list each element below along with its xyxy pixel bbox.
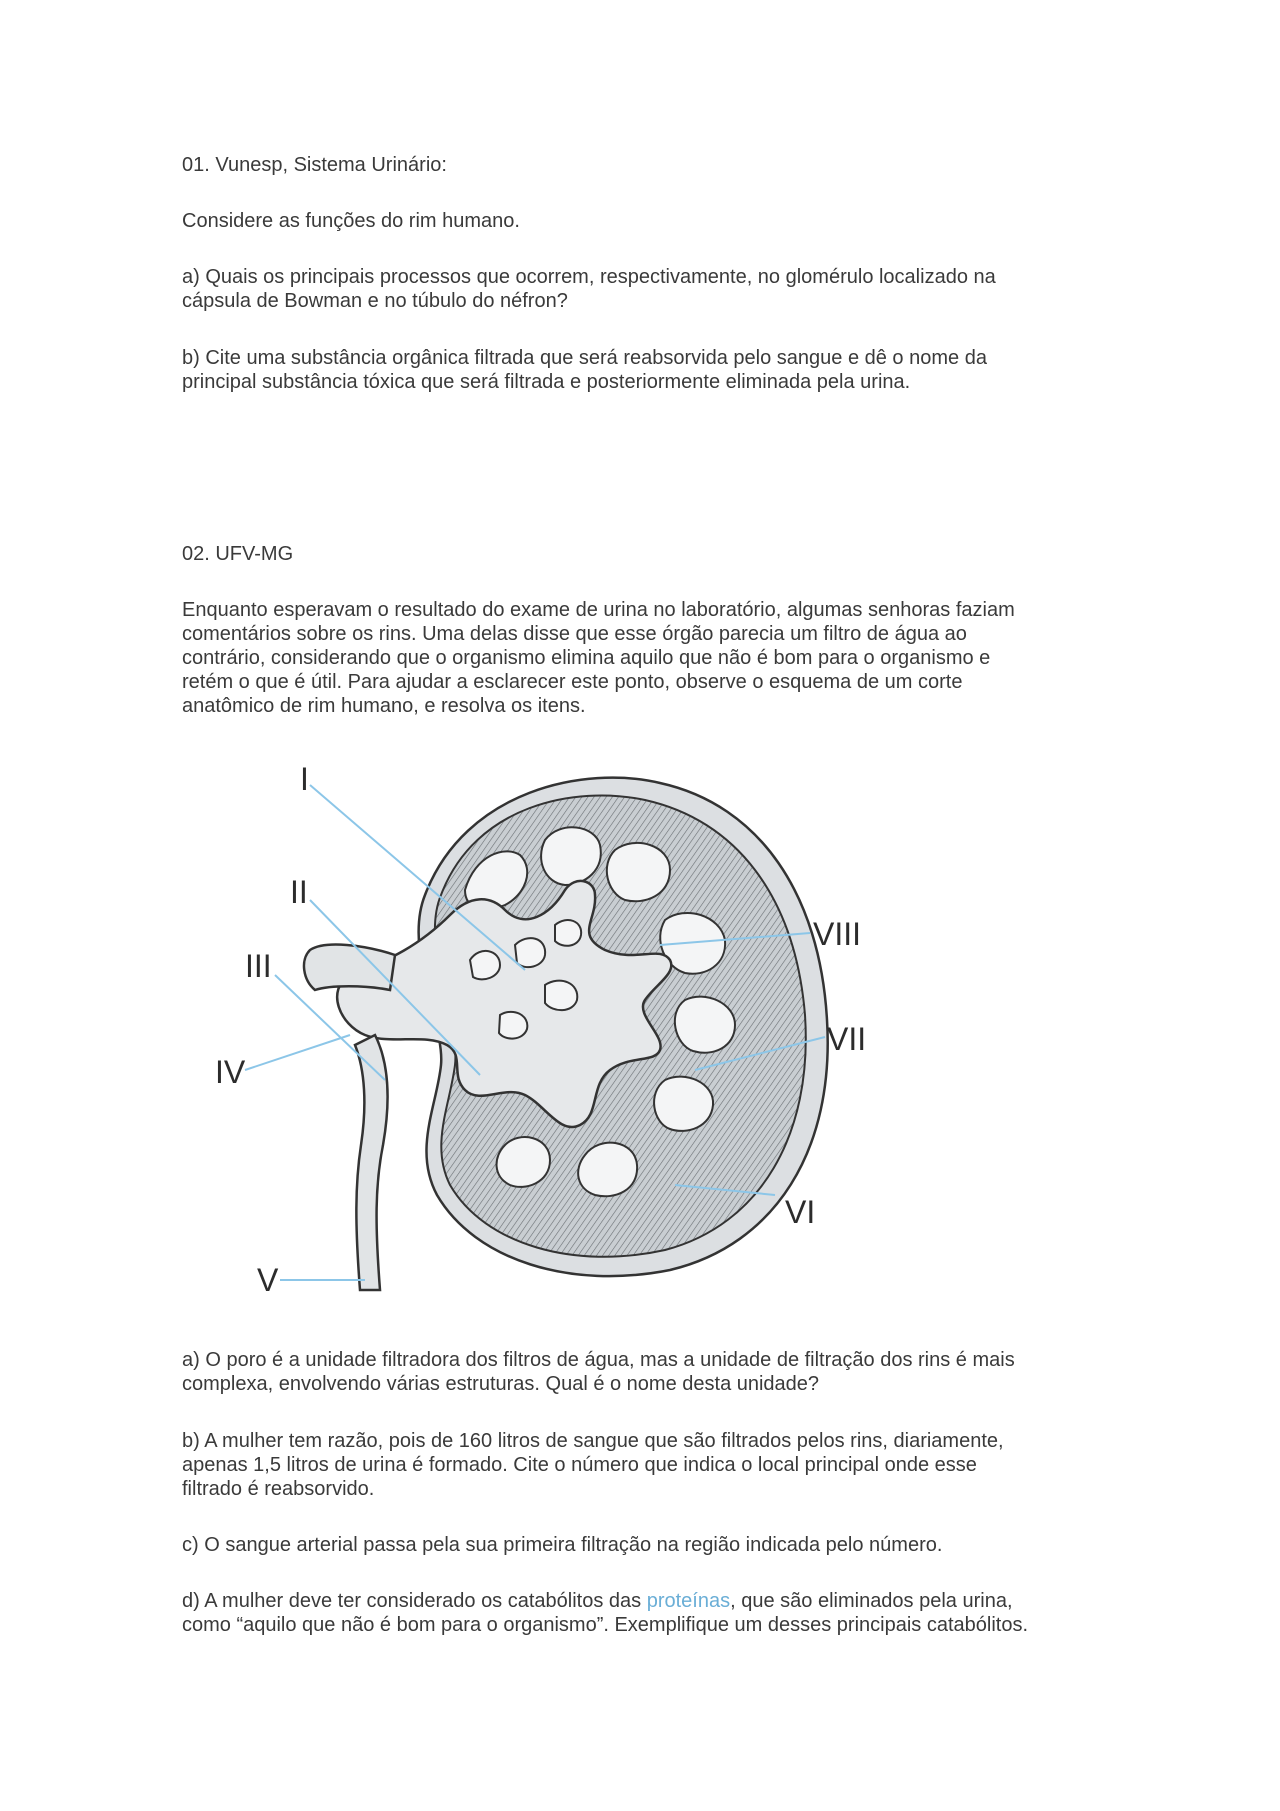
q1-item-b-line2: principal substância tóxica que será filtrada e posteriormente eliminada pela urina.: [182, 371, 911, 393]
q2-item-a-line2: complexa, envolvendo várias estruturas. Qual é o nome desta unidade?: [182, 1373, 820, 1395]
label-I: I: [300, 761, 309, 797]
q1-item-a: [182, 265, 1102, 313]
q2-item-b-line3: filtrado é reabsorvido.: [182, 1478, 375, 1500]
q2-item-d-pre: d) A mulher deve ter considerado os catabólitos das: [182, 1590, 647, 1612]
label-VI: VI: [785, 1194, 816, 1230]
kidney-diagram: [215, 745, 895, 1325]
label-III: III: [245, 948, 272, 984]
label-II: II: [290, 874, 308, 910]
q2-item-b-line2: apenas 1,5 litros de urina é formado. Cite o número que indica o local principal onde esse: [182, 1454, 977, 1476]
label-IV: IV: [215, 1054, 246, 1090]
q2-intro-line: retém o que é útil. Para ajudar a esclarecer este ponto, observe o esquema de um corte: [182, 671, 963, 693]
q2-item-d-post: , que são eliminados pela urina,: [730, 1590, 1013, 1612]
q1-item-b: [182, 346, 1102, 394]
label-V: V: [257, 1262, 279, 1298]
q2-item-c: c) O sangue arterial passa pela sua primeira filtração na região indicada pelo número.: [182, 1534, 943, 1556]
ureter: [355, 1035, 388, 1290]
q2-item-a-line1: a) O poro é a unidade filtradora dos filtros de água, mas a unidade de filtração dos rins é mais: [182, 1349, 1015, 1371]
q2-intro: [182, 598, 1102, 718]
q1-item-a-line2: cápsula de Bowman e no túbulo do néfron?: [182, 290, 568, 312]
q2-item-b: [182, 1429, 1102, 1501]
q2-item-d: [182, 1589, 1102, 1637]
q2-item-d-line2: como “aquilo que não é bom para o organismo”. Exemplifique um desses principais catabólitos.: [182, 1614, 1029, 1636]
label-VIII: VIII: [813, 916, 862, 952]
q1-intro: Considere as funções do rim humano.: [182, 210, 520, 232]
q2-intro-line: contrário, considerando que o organismo elimina aquilo que não é bom para o organismo e: [182, 647, 991, 669]
q2-item-a: [182, 1348, 1102, 1396]
q1-title: 01. Vunesp, Sistema Urinário:: [182, 154, 447, 176]
q2-intro-line: comentários sobre os rins. Uma delas disse que esse órgão parecia um filtro de água ao: [182, 623, 967, 645]
q2-item-b-line1: b) A mulher tem razão, pois de 160 litros de sangue que são filtrados pelos rins, diariamente,: [182, 1430, 1004, 1452]
q1-item-b-line1: b) Cite uma substância orgânica filtrada que será reabsorvida pelo sangue e dê o nome da: [182, 347, 987, 369]
q2-title: 02. UFV-MG: [182, 543, 294, 565]
q2-intro-line: anatômico de rim humano, e resolva os itens.: [182, 695, 586, 717]
q2-intro-line: Enquanto esperavam o resultado do exame de urina no laboratório, algumas senhoras faziam: [182, 599, 1015, 621]
label-VII: VII: [827, 1021, 867, 1057]
renal-vessel: [304, 945, 395, 990]
q1-item-a-line1: a) Quais os principais processos que ocorrem, respectivamente, no glomérulo localizado na: [182, 266, 996, 288]
proteinas-link[interactable]: proteínas: [646, 1590, 731, 1612]
q2-item-d-line1: [182, 1589, 1102, 1613]
